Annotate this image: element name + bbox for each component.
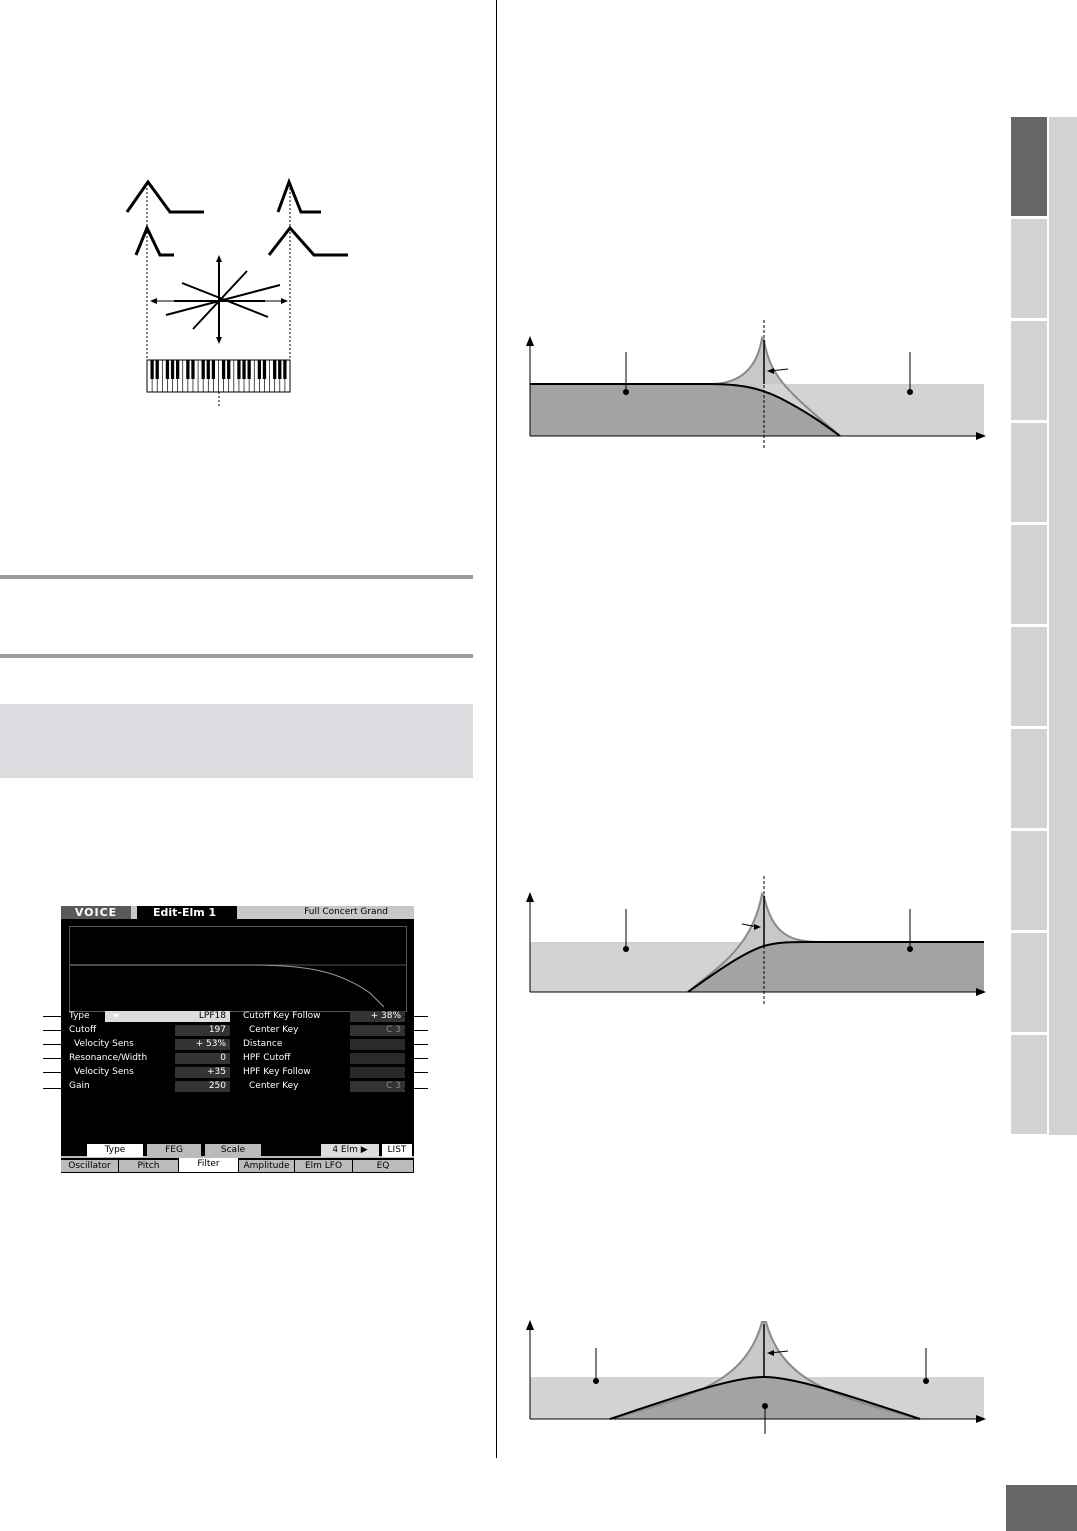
param-resonance-value[interactable]: 0: [175, 1053, 230, 1064]
black-key: [191, 360, 194, 379]
lcd-mode-label: VOICE: [61, 906, 131, 919]
black-key: [166, 360, 169, 379]
envelope-shape-icon: [136, 228, 174, 255]
black-key: [176, 360, 179, 379]
black-key: [283, 360, 286, 379]
param-cutoff-key-follow-label: Cutoff Key Follow: [243, 1011, 321, 1021]
chapter-tab[interactable]: [1011, 423, 1047, 522]
param-distance-value[interactable]: [350, 1039, 405, 1050]
chapter-tab[interactable]: [1011, 117, 1047, 216]
param-type-label: Type: [69, 1011, 90, 1021]
tab-pitch[interactable]: Pitch: [119, 1160, 179, 1172]
param-hpf-cutoff-value[interactable]: [350, 1053, 405, 1064]
chapter-tab[interactable]: [1011, 1035, 1047, 1134]
chapter-tab[interactable]: [1011, 933, 1047, 1032]
callout-line: [43, 1058, 67, 1059]
chapter-tab-strip: [1049, 117, 1077, 1135]
black-key: [242, 360, 245, 379]
chapter-tab[interactable]: [1011, 729, 1047, 828]
param-cutoff-value[interactable]: 197: [175, 1025, 230, 1036]
callout-line: [404, 1044, 428, 1045]
black-key: [278, 360, 281, 379]
subsection-box: [0, 704, 473, 778]
black-key: [207, 360, 210, 379]
elm-button[interactable]: 4 Elm ▶: [321, 1144, 379, 1157]
envelope-shape-icon: [127, 182, 204, 212]
tab-scale[interactable]: Scale: [205, 1144, 261, 1157]
param-type-value[interactable]: LPF18: [105, 1011, 230, 1022]
envelope-shape-icon: [269, 228, 348, 255]
callout-line: [43, 1016, 67, 1017]
list-button[interactable]: LIST: [382, 1144, 412, 1157]
black-key: [150, 360, 153, 379]
black-key: [248, 360, 251, 379]
dropdown-icon: [113, 1014, 119, 1018]
chapter-tab[interactable]: [1011, 321, 1047, 420]
key-follow-diagram: [110, 170, 410, 430]
tab-filter[interactable]: Filter: [179, 1158, 239, 1172]
filter-diagram-lpf: [520, 318, 990, 458]
callout-line: [43, 1030, 67, 1031]
lcd-screen: [61, 906, 414, 1173]
envelope-shape-icon: [278, 182, 321, 212]
param-hpf-center-key-label: Center Key: [249, 1081, 299, 1091]
black-key: [258, 360, 261, 379]
black-key: [222, 360, 225, 379]
black-key: [263, 360, 266, 379]
param-velocity-sens-value[interactable]: + 53%: [175, 1039, 230, 1050]
param-hpf-key-follow-value[interactable]: [350, 1067, 405, 1078]
filter-diagram-bpf: [520, 1312, 990, 1442]
section-rule-bottom: [0, 654, 473, 658]
black-key: [237, 360, 240, 379]
black-key: [212, 360, 215, 379]
param-distance-label: Distance: [243, 1039, 283, 1049]
param-velocity-sens-label: Velocity Sens: [74, 1039, 134, 1049]
section-rule-top: [0, 575, 473, 579]
param-hpf-center-key-value[interactable]: C 3: [350, 1081, 405, 1092]
lcd-edit-title: Edit-Elm 1: [137, 906, 237, 919]
callout-line: [404, 1016, 428, 1017]
black-key: [171, 360, 174, 379]
tab-eq[interactable]: EQ: [353, 1160, 414, 1172]
black-key: [186, 360, 189, 379]
callout-line: [43, 1088, 67, 1089]
param-cutoff-label: Cutoff: [69, 1025, 97, 1035]
lcd-filter-graph: [69, 926, 407, 1012]
param-center-key-label: Center Key: [249, 1025, 299, 1035]
tab-feg[interactable]: FEG: [147, 1144, 201, 1157]
chapter-tab[interactable]: [1011, 219, 1047, 318]
tab-elm-lfo[interactable]: Elm LFO: [295, 1160, 353, 1172]
param-hpf-cutoff-label: HPF Cutoff: [243, 1053, 291, 1063]
param-hpf-key-follow-label: HPF Key Follow: [243, 1067, 311, 1077]
column-divider: [496, 0, 497, 1458]
param-res-velocity-sens-value[interactable]: +35: [175, 1067, 230, 1078]
filter-diagram-hpf: [520, 874, 990, 1014]
page-number-box: [1006, 1485, 1077, 1531]
param-gain-label: Gain: [69, 1081, 90, 1091]
chapter-tab[interactable]: [1011, 627, 1047, 726]
param-gain-value[interactable]: 250: [175, 1081, 230, 1092]
callout-line: [43, 1044, 67, 1045]
keyboard-icon: [147, 360, 290, 392]
callout-line: [43, 1072, 67, 1073]
black-key: [273, 360, 276, 379]
tab-type[interactable]: Type: [87, 1144, 143, 1157]
chapter-tab[interactable]: [1011, 831, 1047, 930]
param-res-velocity-sens-label: Velocity Sens: [74, 1067, 134, 1077]
param-cutoff-key-follow-value[interactable]: + 38%: [350, 1011, 405, 1022]
callout-line: [404, 1088, 428, 1089]
black-key: [202, 360, 205, 379]
tab-oscillator[interactable]: Oscillator: [61, 1160, 119, 1172]
black-key: [227, 360, 230, 379]
tab-amplitude[interactable]: Amplitude: [239, 1160, 295, 1172]
chapter-tab[interactable]: [1011, 525, 1047, 624]
black-key: [156, 360, 159, 379]
callout-line: [404, 1030, 428, 1031]
callout-line: [404, 1058, 428, 1059]
callout-line: [404, 1072, 428, 1073]
param-center-key-value[interactable]: C 3: [350, 1025, 405, 1036]
param-resonance-label: Resonance/Width: [69, 1053, 148, 1063]
lcd-voice-name: Full Concert Grand: [304, 907, 388, 917]
